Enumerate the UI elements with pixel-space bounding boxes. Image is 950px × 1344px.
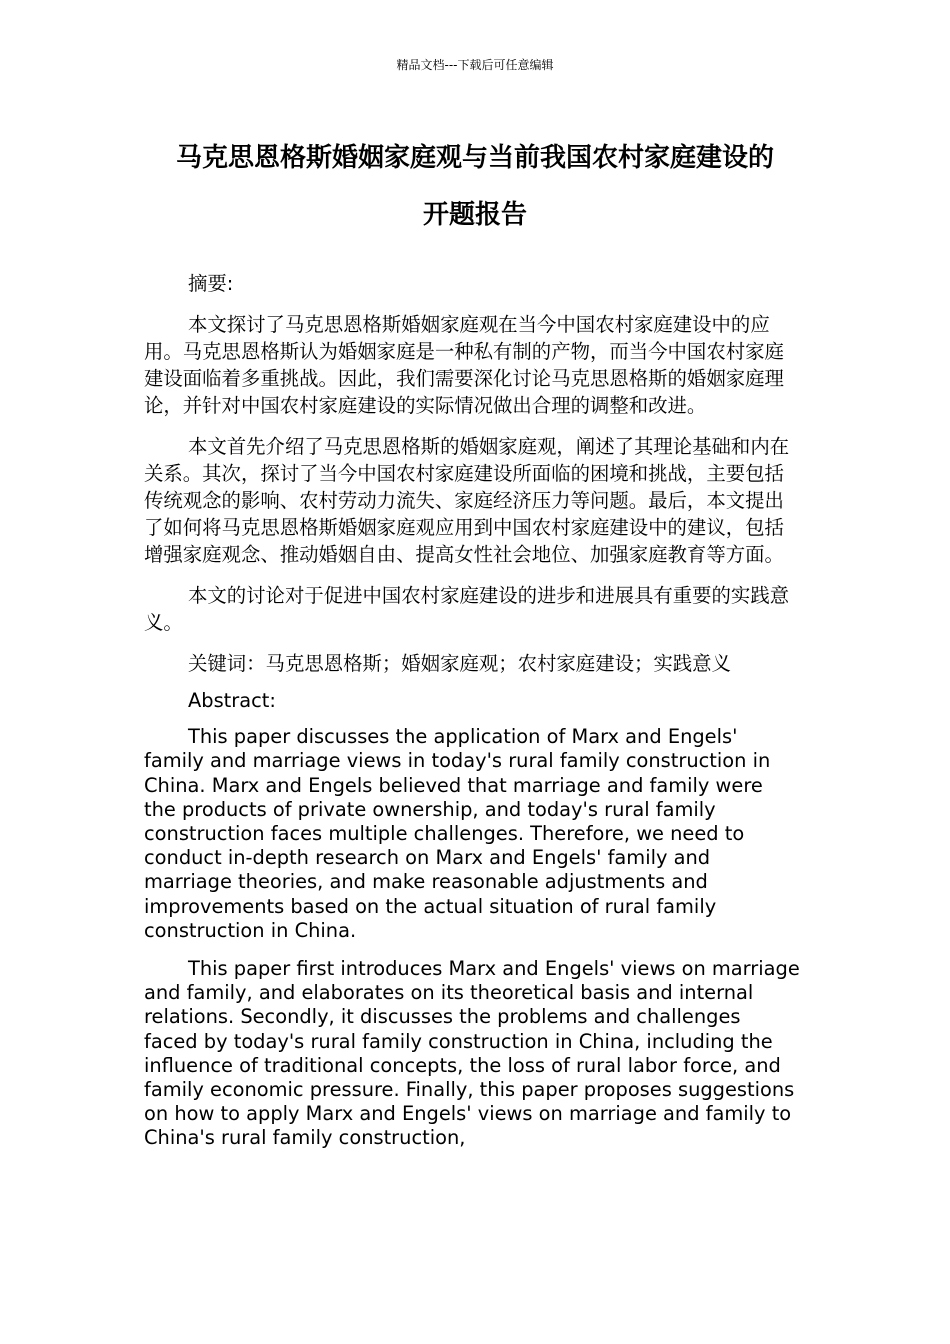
abstract-cn-paragraph-2: 本文首先介绍了马克思恩格斯的婚姻家庭观，阐述了其理论基础和内在关系。其次，探讨了当今中国农村家庭建设所面临的困境和挑战，主要包括传统观念的影响、农村劳动力流失、家庭经济压力等问题。最后，本文提出了如何将马克思恩格斯婚姻家庭观应用到中国农村家庭建设中的建议，包括增强家庭观念、推动婚姻自由、提高女性社会地位、加强家庭教育等方面。	[144, 435, 790, 566]
abstract-en-paragraph-2: This paper first introduces Marx and Engels' views on marriage and family, and elaborates on its theoretical basis and internal relations. Secondly, it discusses the problems and challenges faced by today's rural family construction in China, including the influence of traditional concepts, the loss of rural labor force, and family economic pressure. Finally, this paper proposes suggestions on how to apply Marx and Engels' views on marriage and family to China's rural family construction,	[144, 957, 800, 1150]
abstract-en-paragraph-1: This paper discusses the application of Marx and Engels' family and marriage views in today's rural family construction in China. Marx and Engels believed that marriage and family were the products of private ownership, and today's rural family construction faces multiple challenges. Therefore, we need to conduct in-depth research on Marx and Engels' family and marriage theories, and make reasonable adjustments and improvements based on the actual situation of rural family construction in China.	[144, 725, 771, 942]
document-title-line-1: 马克思恩格斯婚姻家庭观与当前我国农村家庭建设的	[175, 143, 774, 173]
document-title-line-2: 开题报告	[422, 200, 527, 230]
abstract-cn-paragraph-1: 本文探讨了马克思恩格斯婚姻家庭观在当今中国农村家庭建设中的应用。马克思恩格斯认为婚姻家庭是一种私有制的产物，而当今中国农村家庭建设面临着多重挑战。因此，我们需要深化讨论马克思恩格斯的婚姻家庭理论，并针对中国农村家庭建设的实际情况做出合理的调整和改进。	[144, 313, 784, 417]
document-body	[144, 270, 800, 1165]
abstract-en-label: Abstract:	[188, 689, 276, 712]
keywords-cn: 关键词：马克思恩格斯；婚姻家庭观；农村家庭建设；实践意义	[188, 652, 731, 675]
abstract-cn-paragraph-3: 本文的讨论对于促进中国农村家庭建设的进步和进展具有重要的实践意义。	[144, 584, 790, 634]
document-title	[100, 130, 850, 244]
abstract-cn-label: 摘要:	[188, 272, 234, 295]
page-header: 精品文档---下载后可任意编辑	[396, 58, 554, 72]
